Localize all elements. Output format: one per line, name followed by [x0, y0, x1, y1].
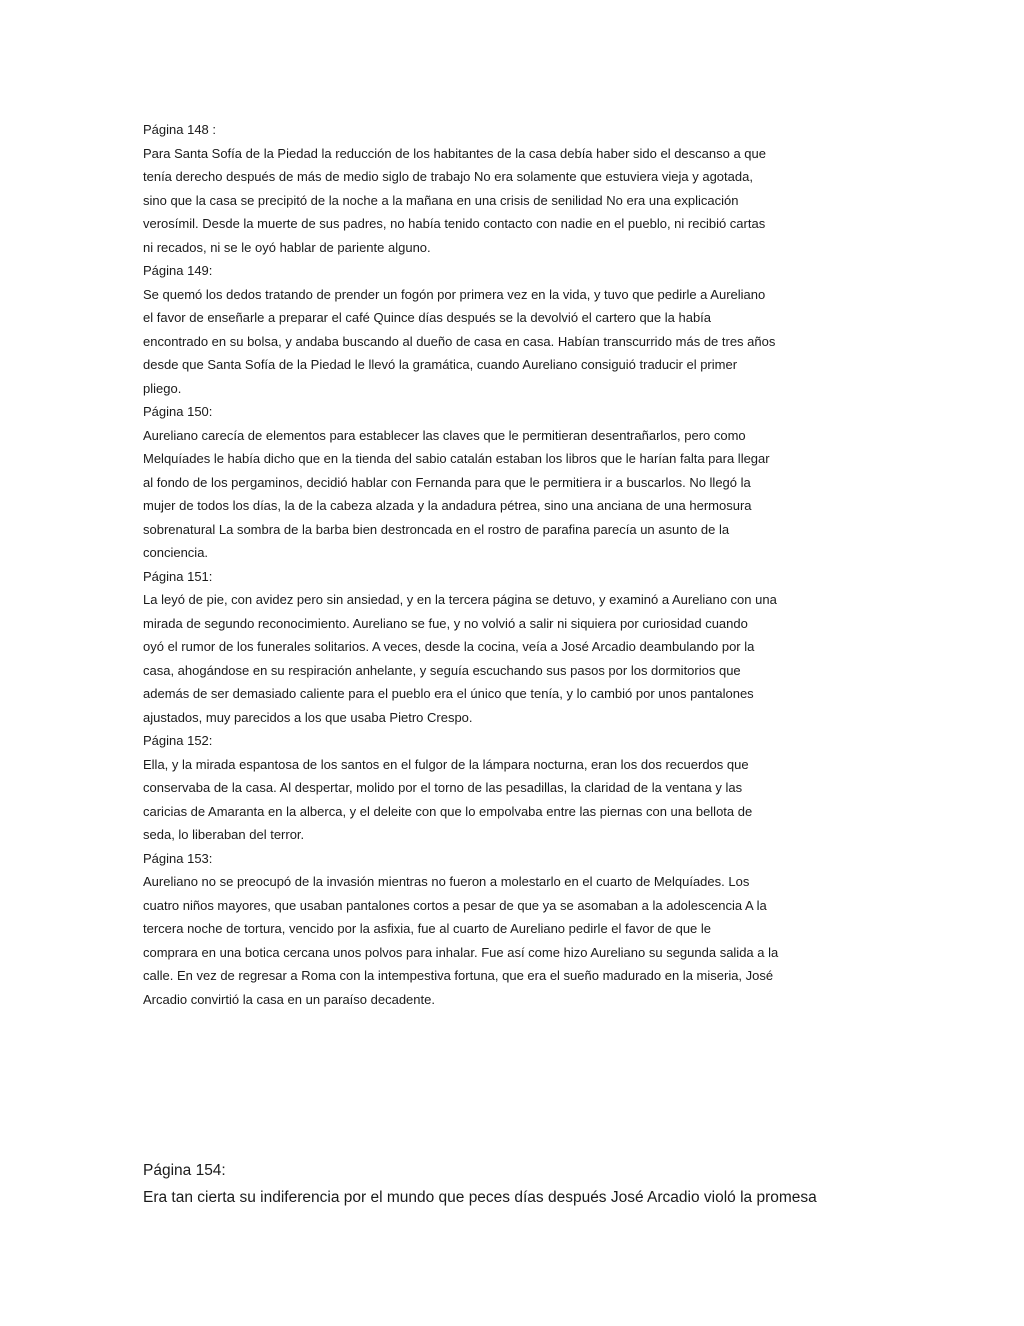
text-line: ni recados, ni se le oyó hablar de pariente alguno. [143, 239, 431, 255]
page-heading: Página 154: [143, 1162, 226, 1179]
text-line: Melquíades le había dicho que en la tienda del sabio catalán estaban los libros que le harían falta para llegar [143, 451, 770, 466]
text-line: cuatro niños mayores, que usaban pantalones cortos a pesar de que ya se asomaban a la adolescencia A la [143, 897, 767, 913]
text-line: Página 152: [143, 733, 213, 748]
text-line: Para Santa Sofía de la Piedad la reducción de los habitantes de la casa debía haber sido el descanso a que [143, 145, 766, 161]
text-line: además de ser demasiado caliente para el pueblo era el único que tenía, y lo cambió por unos pantalones [143, 686, 754, 701]
text-line: Era tan cierta su indiferencia por el mundo que peces días después José Arcadio violó la promesa [143, 1189, 817, 1206]
text-line: Página 151: [143, 568, 213, 584]
text-line: casa, ahogándose en su respiración anhelante, y seguía escuchando sus pasos por los dormitorios que [143, 662, 741, 678]
text-line: conciencia. [143, 545, 209, 560]
text-line: Se quemó los dedos tratando de prender un fogón por primera vez en la vida, y tuvo que pedirle a Aureliano [143, 286, 766, 302]
text-line: caricias de Amaranta en la alberca, y el deleite con que lo empolvaba entre las piernas con una bellota de [143, 803, 753, 819]
text-line: mujer de todos los días, la de la cabeza alzada y la andadura pétrea, sino una anciana de una hermosura [143, 498, 752, 513]
text-line: tercera noche de tortura, vencido por la asfixia, fue al cuarto de Aureliano pedirle el favor de que le [143, 921, 712, 936]
text-line: Aureliano carecía de elementos para establecer las claves que le permitieran desentrañarlos, pero como [143, 427, 746, 443]
text-line: oyó el rumor de los funerales solitarios. A veces, desde la cocina, veía a José Arcadio deambulando por la [143, 639, 755, 654]
text-line: desde que Santa Sofía de la Piedad le llevó la gramática, cuando Aureliano consiguió traducir el primer [143, 357, 738, 372]
text-line: tenía derecho después de más de medio siglo de trabajo No era solamente que estuviera vieja y agotada, [143, 169, 753, 184]
text-line: calle. En vez de regresar a Roma con la intempestiva fortuna, que era el sueño madurado en la miseria, José [143, 968, 774, 983]
text-line: encontrado en su bolsa, y andaba buscando al dueño de casa en casa. Habían transcurrido más de tres años [143, 333, 776, 349]
next-page-excerpt [143, 1157, 883, 1211]
text-line: Página 148 : [143, 122, 217, 137]
text-line: Página 150: [143, 404, 213, 419]
text-line: el favor de enseñarle a preparar el café Quince días después se la devolvió el cartero que la había [143, 310, 712, 325]
text-line: pliego. [143, 380, 182, 396]
text-line: mirada de segundo reconocimiento. Aureliano se fue, y no volvió a salir ni siquiera por curiosidad cuando [143, 615, 748, 631]
text-line: Página 149: [143, 263, 213, 278]
text-line: conservaba de la casa. Al despertar, molido por el torno de las pesadillas, la claridad de la ventana y las [143, 780, 743, 795]
text-line: Página 153: [143, 850, 213, 866]
text-line: Arcadio convirtió la casa en un paraíso decadente. [143, 991, 435, 1007]
text-line: verosímil. Desde la muerte de sus padres, no había tenido contacto con nadie en el pueblo, ni recibió cartas [143, 216, 766, 231]
text-line: sobrenatural La sombra de la barba bien destroncada en el rostro de parafina parecía un asunto de la [143, 521, 730, 537]
text-line: seda, lo liberaban del terror. [143, 827, 305, 842]
text-line: al fondo de los pergaminos, decidió hablar con Fernanda para que le permitiera ir a buscarlos. No llegó la [143, 474, 751, 490]
text-line: La leyó de pie, con avidez pero sin ansiedad, y en la tercera página se detuvo, y examinó a Aureliano con una [143, 592, 777, 607]
text-line: ajustados, muy parecidos a los que usaba Pietro Crespo. [143, 709, 473, 725]
text-line: Ella, y la mirada espantosa de los santos en el fulgor de la lámpara nocturna, eran los dos recuerdos que [143, 756, 749, 772]
text-line: comprara en una botica cercana unos polvos para inhalar. Fue así come hizo Aureliano su segunda salida a la [143, 944, 779, 960]
body-text [143, 118, 883, 1011]
text-line: Aureliano no se preocupó de la invasión mientras no fueron a molestarlo en el cuarto de Melquíades. Los [143, 874, 750, 889]
text-line: sino que la casa se precipitó de la noche a la mañana en una crisis de senilidad No era una explicación [143, 192, 739, 208]
